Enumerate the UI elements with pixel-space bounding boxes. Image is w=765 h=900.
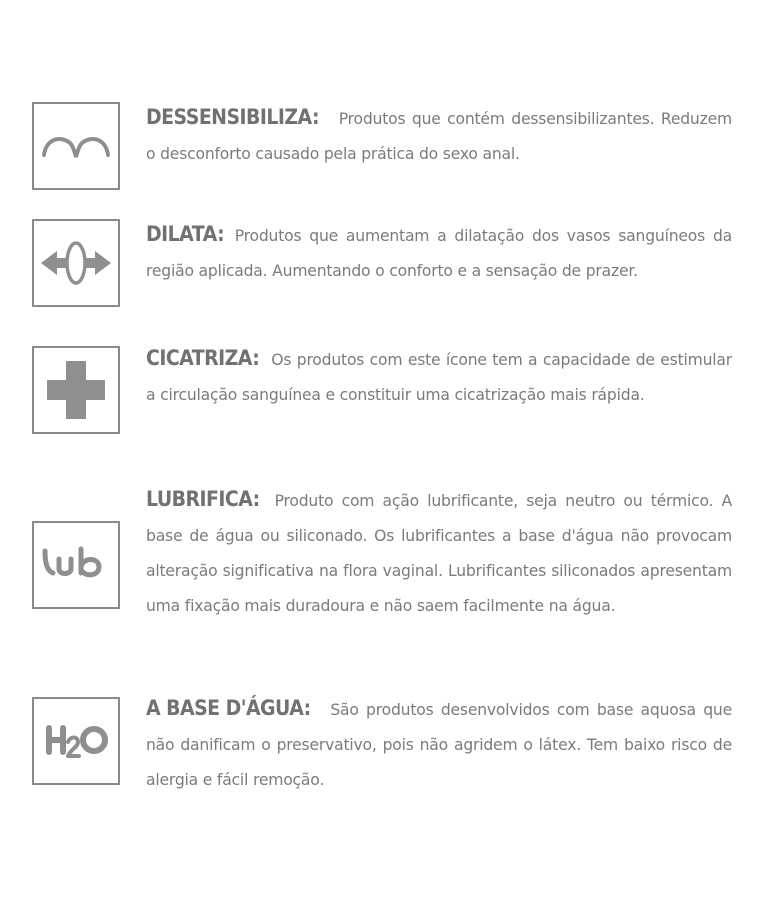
feature-title: DESSENSIBILIZA: — [146, 105, 320, 129]
feature-text — [146, 482, 732, 624]
icon-frame — [32, 102, 120, 190]
feature-description: Produto com ação lubrificante, seja neutro ou térmico. A base de água ou siliconado. Os lubrificantes a base d'água não provocam alteração significativa na flora vaginal. Lubrificantes siliconados apresentam uma fixação mais duradoura e não saem facilmente na água. — [146, 492, 732, 615]
feature-text — [146, 691, 732, 798]
feature-description: Produtos que aumentam a dilatação dos vasos sanguíneos da região aplicada. Aumentando o conforto e a sensação de prazer. — [146, 227, 732, 280]
feature-text — [146, 100, 732, 172]
lub-icon — [39, 545, 113, 585]
feature-text — [146, 341, 732, 413]
icon-frame — [32, 697, 120, 785]
dilate-arrows-icon — [39, 240, 113, 286]
icon-frame — [32, 219, 120, 307]
feature-description: Produtos que contém dessensibilizantes. Reduzem o desconforto causado pela prática do sexo anal. — [146, 110, 732, 163]
h2o-icon — [41, 720, 111, 762]
icon-frame — [32, 346, 120, 434]
feature-title: DILATA: — [146, 222, 225, 246]
icon-frame — [32, 521, 120, 609]
cross-icon — [45, 359, 107, 421]
feature-description: São produtos desenvolvidos com base aquosa que não danificam o preservativo, pois não agridem o látex. Tem baixo risco de alergia e fácil remoção. — [146, 701, 732, 789]
feature-description: Os produtos com este ícone tem a capacidade de estimular a circulação sanguínea e constituir uma cicatrização mais rápida. — [146, 351, 732, 404]
feature-title: CICATRIZA: — [146, 346, 260, 370]
feature-title: LUBRIFICA: — [146, 487, 260, 511]
feature-title: A BASE D'ÁGUA: — [146, 696, 311, 720]
feature-text — [146, 217, 732, 289]
wave-icon — [40, 131, 112, 161]
